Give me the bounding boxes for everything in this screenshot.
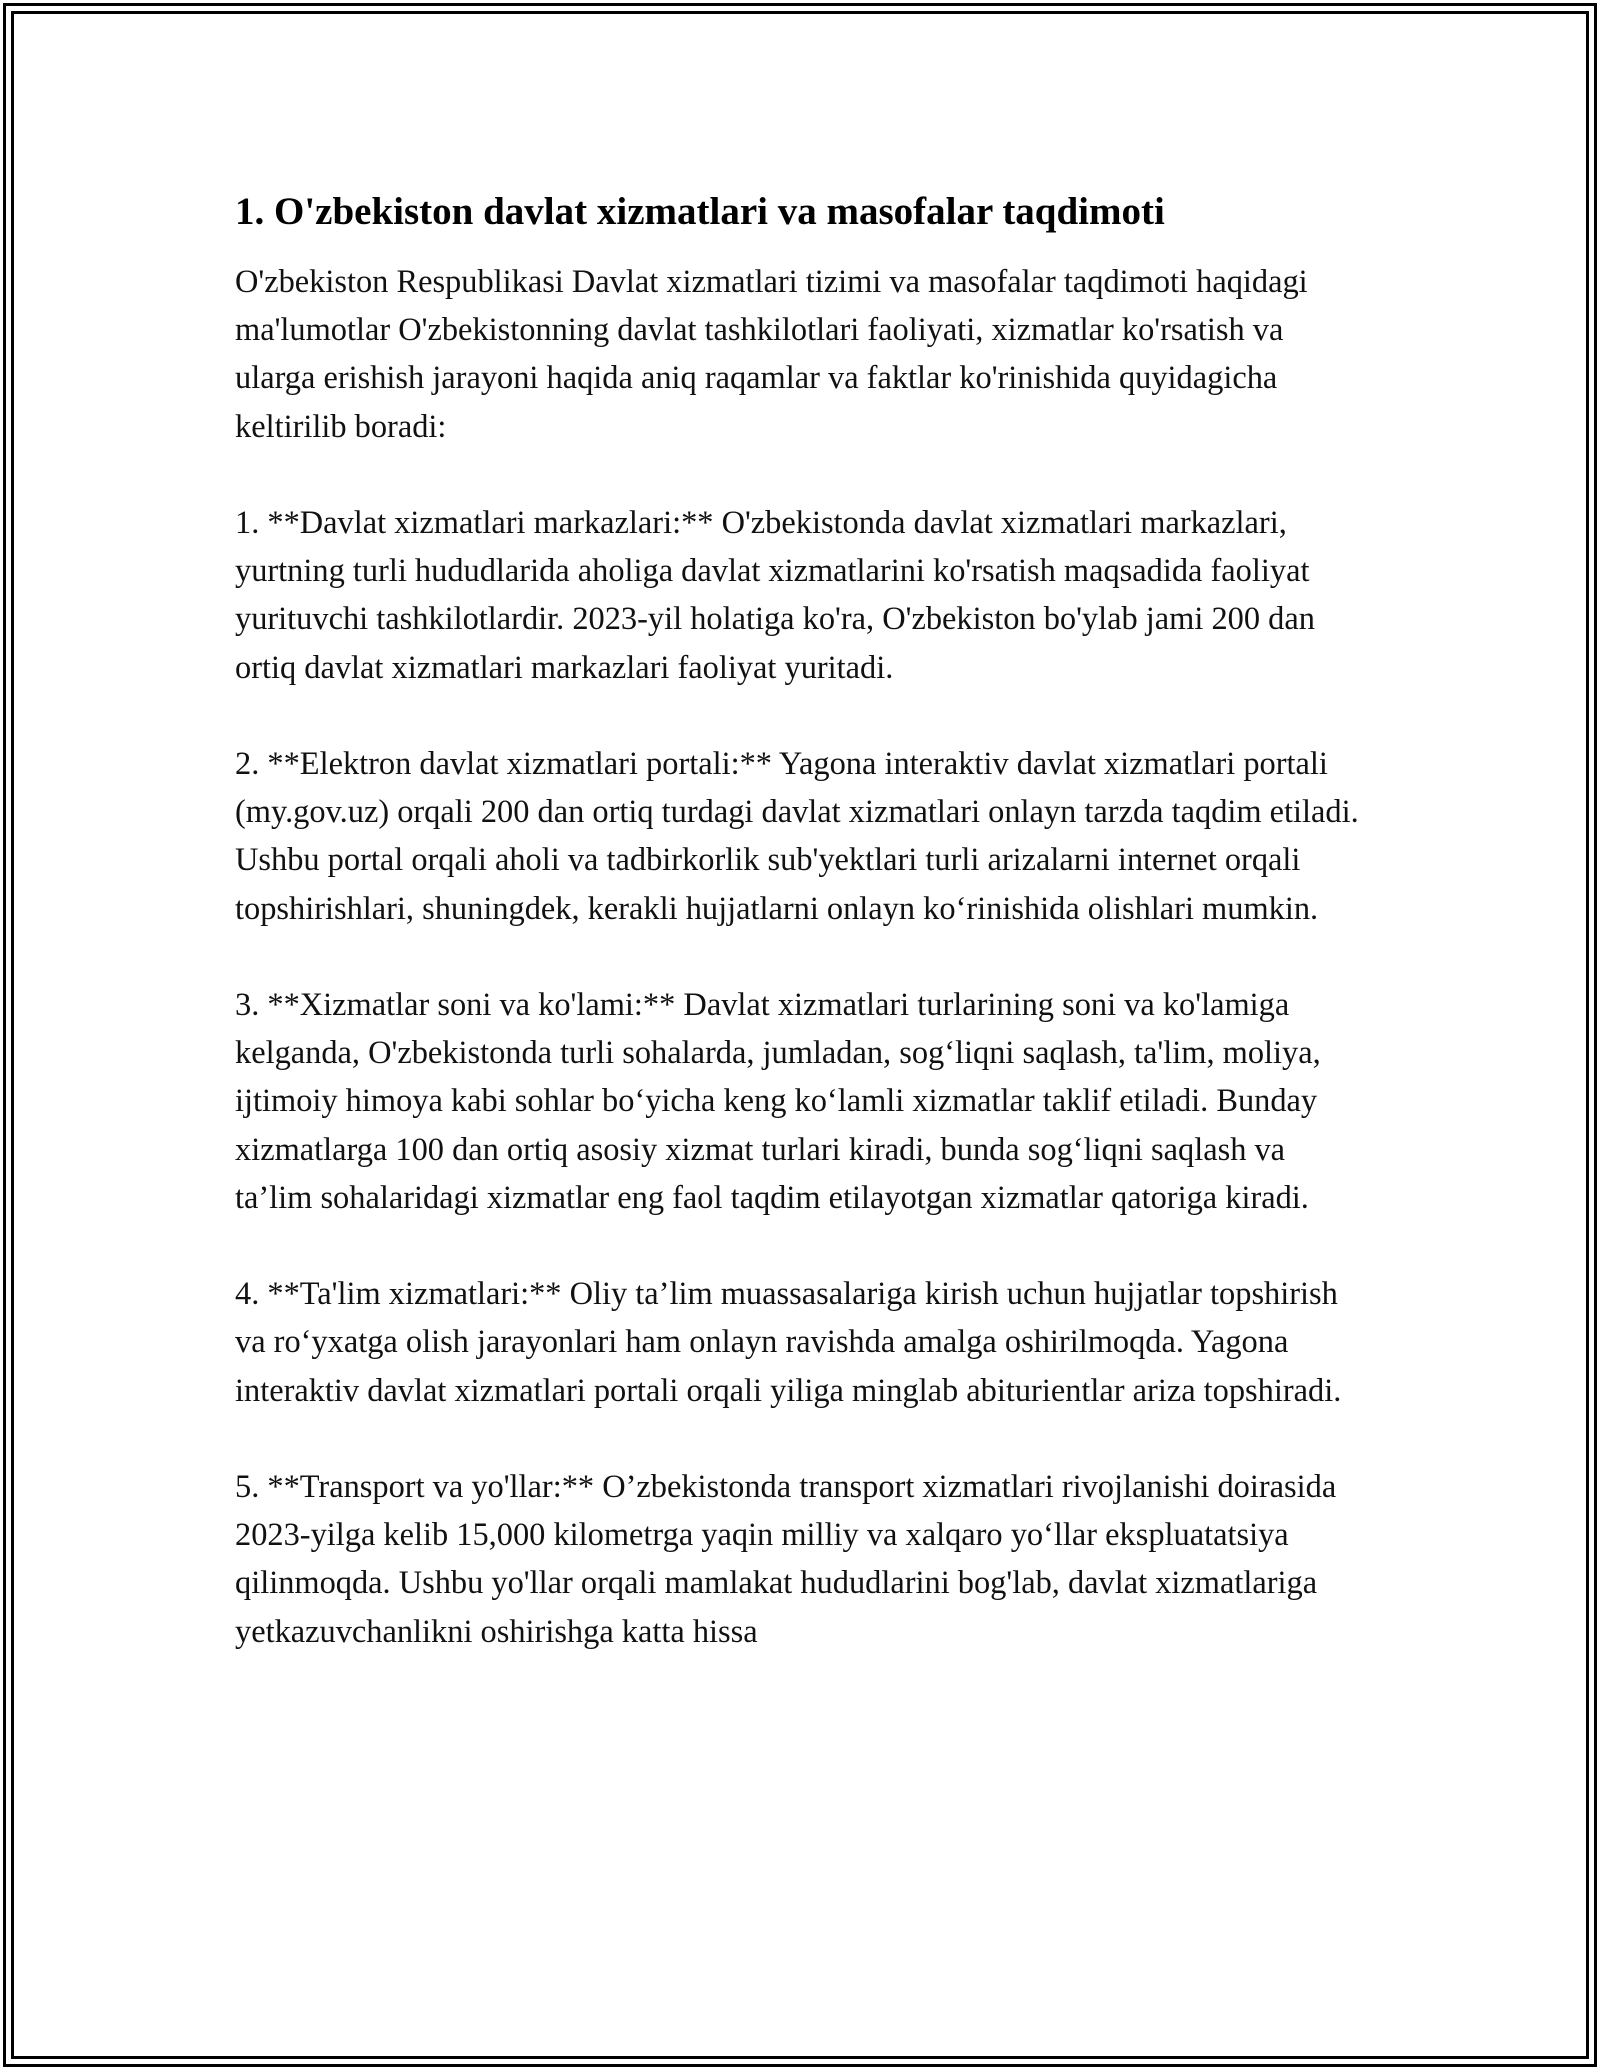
item-paragraph-5: 5. **Transport va yo'llar:** O’zbekistonda transport xizmatlari rivojlanishi doirasida 2023-yilga kelib 15,000 kilometrga yaqin milliy va xalqaro yo‘llar ekspluatatsiya qilinmoqda. Ushbu yo'llar orqali mamlakat hududlarini bog'lab, davlat xizmatlariga yetkazuvchanlikni oshirishga katta hissa: [235, 1469, 1337, 1650]
intro-paragraph: O'zbekiston Respublikasi Davlat xizmatlari tizimi va masofalar taqdimoti haqidagi ma'lumotlar O'zbekistonning davlat tashkilotlari faoliyati, xizmatlar ko'rsatish va ularga erishish jarayoni haqida aniq raqamlar va faktlar ko'rinishida quyidagicha keltirilib boradi:: [235, 264, 1308, 445]
item-paragraph-4: 4. **Ta'lim xizmatlari:** Oliy ta’lim muassasalariga kirish uchun hujjatlar topshirish va ro‘yxatga olish jarayonlari ham onlayn ravishda amalga oshirilmoqda. Yagona interaktiv davlat xizmatlari portali orqali yiliga minglab abiturientlar ariza topshiradi.: [235, 1276, 1342, 1409]
paragraph-spacer: [235, 1415, 1365, 1463]
document-body: [235, 186, 1365, 1656]
paragraph-spacer: [235, 1222, 1365, 1270]
item-paragraph-1: 1. **Davlat xizmatlari markazlari:** O'zbekistonda davlat xizmatlari markazlari, yurtning turli hududlarida aholiga davlat xizmatlarini ko'rsatish maqsadida faoliyat yurituvchi tashkilotlardir. 2023-yil holatiga ko'ra, O'zbekiston bo'ylab jami 200 dan ortiq davlat xizmatlari markazlari faoliyat yuritadi.: [235, 505, 1315, 686]
paragraph-spacer: [235, 692, 1365, 740]
paragraph-spacer: [235, 933, 1365, 981]
paragraph-spacer: [235, 451, 1365, 499]
document-title: 1. O'zbekiston davlat xizmatlari va masofalar taqdimoti: [235, 190, 1165, 233]
item-paragraph-2: 2. **Elektron davlat xizmatlari portali:** Yagona interaktiv davlat xizmatlari portali (my.gov.uz) orqali 200 dan ortiq turdagi davlat xizmatlari onlayn tarzda taqdim etiladi. Ushbu portal orqali aholi va tadbirkorlik sub'yektlari turli arizalarni internet orqali topshirishlari, shuningdek, kerakli hujjatlarni onlayn ko‘rinishida olishlari mumkin.: [235, 746, 1359, 927]
item-paragraph-3: 3. **Xizmatlar soni va ko'lami:** Davlat xizmatlari turlarining soni va ko'lamiga kelganda, O'zbekistonda turli sohalarda, jumladan, sog‘liqni saqlash, ta'lim, moliya, ijtimoiy himoya kabi sohlar bo‘yicha keng ko‘lamli xizmatlar taklif etiladi. Bunday xizmatlarga 100 dan ortiq asosiy xizmat turlari kiradi, bunda sog‘liqni saqlash va ta’lim sohalaridagi xizmatlar eng faol taqdim etilayotgan xizmatlar qatoriga kiradi.: [235, 987, 1321, 1216]
